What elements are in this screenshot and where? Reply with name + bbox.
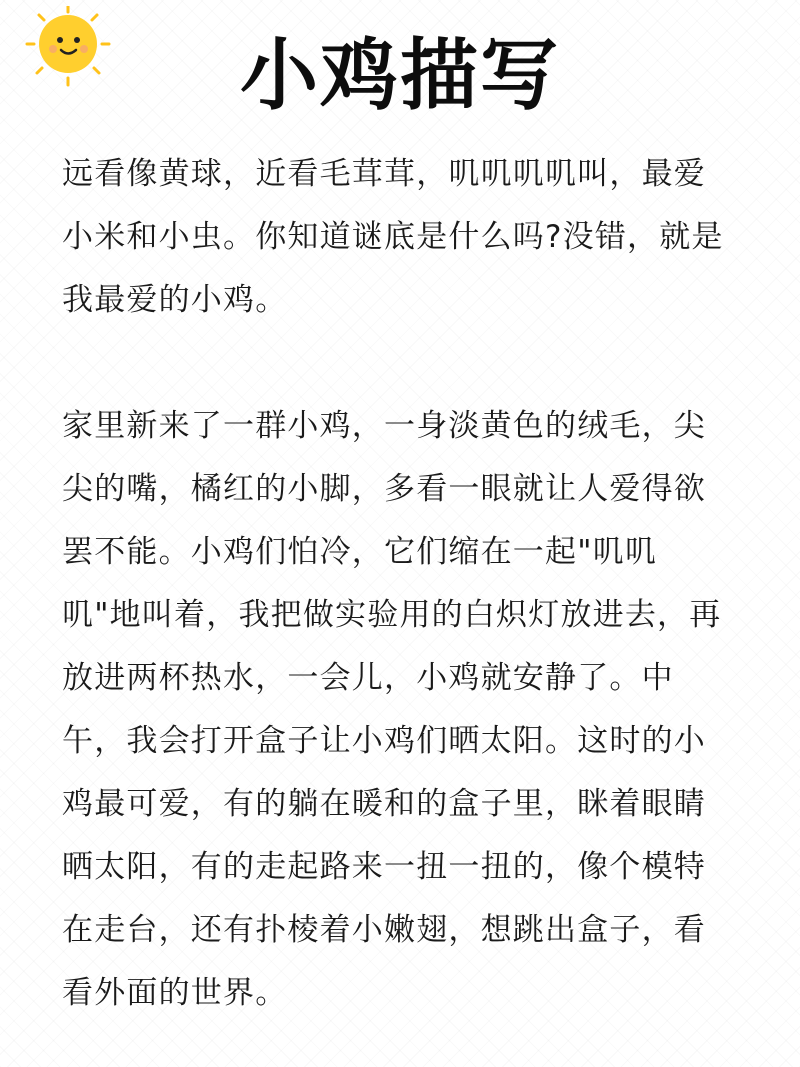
paragraph-description: 家里新来了一群小鸡，一身淡黄色的绒毛，尖尖的嘴，橘红的小脚，多看一眼就让人爱得欲罢不能。小鸡们怕冷，它们缩在一起"叽叽叽"地叫着，我把做实验用的白炽灯放进去，再放进两杯热水，一会儿，小鸡就安静了。中午，我会打开盒子让小鸡们晒太阳。这时的小鸡最可爱，有的躺在暖和的盒子里，眯着眼睛晒太阳，有的走起路来一扭一扭的，像个模特在走台，还有扑棱着小嫩翅，想跳出盒子，看看外面的世界。 [62,408,722,1011]
article-body [62,143,727,1025]
paragraph-intro: 远看像黄球，近看毛茸茸，叽叽叽叽叫，最爱小米和小虫。你知道谜底是什么吗?没错，就是我最爱的小鸡。 [62,156,724,318]
page-title: 小鸡描写 [239,31,560,121]
